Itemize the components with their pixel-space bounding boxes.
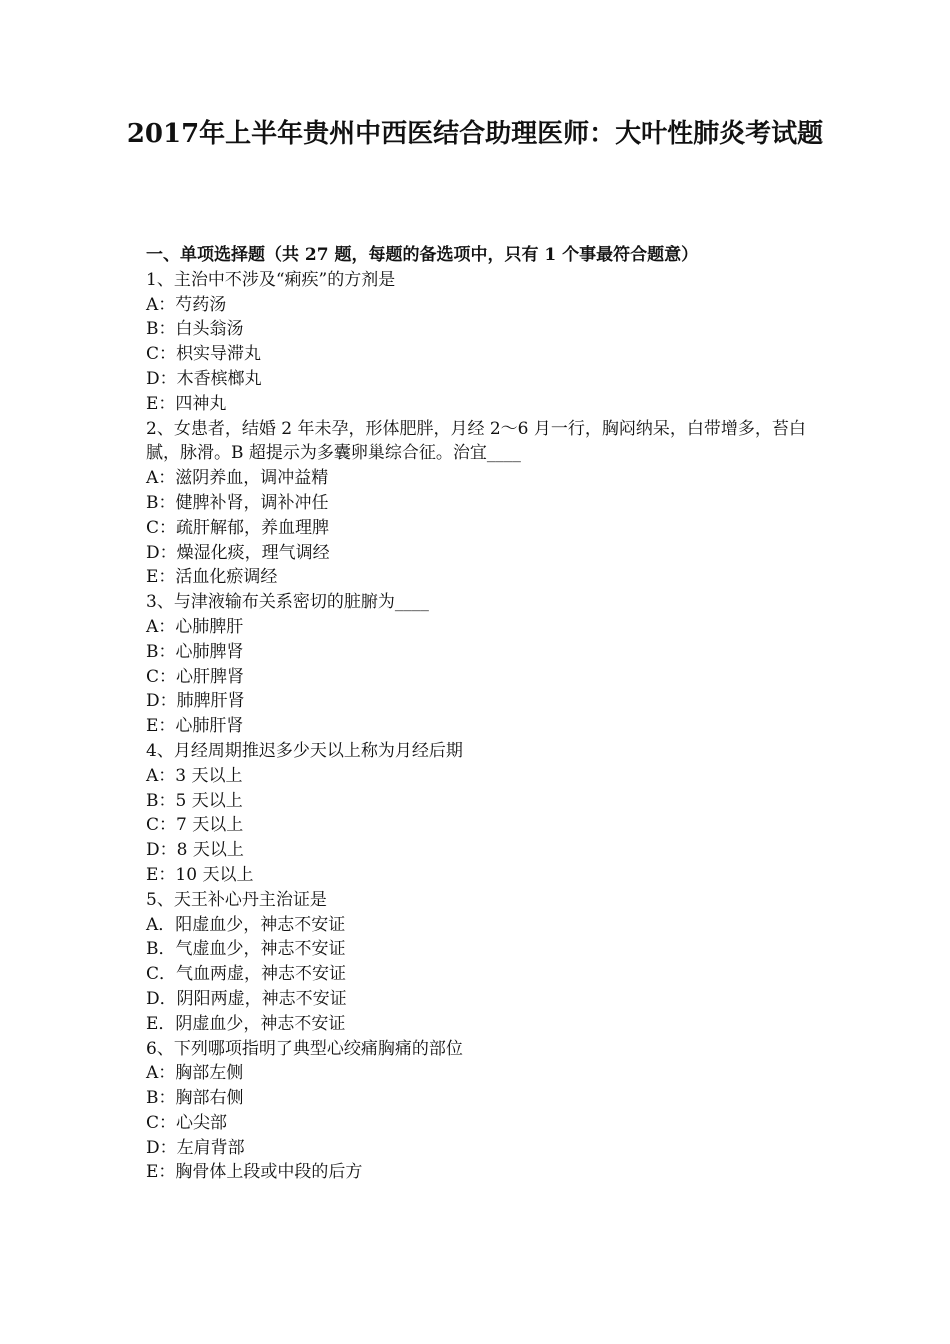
option-e: E：活血化瘀调经 bbox=[146, 567, 278, 588]
option-b: B：胸部右侧 bbox=[146, 1088, 244, 1109]
question-4 bbox=[146, 739, 826, 888]
option-b: B．气虚血少，神志不安证 bbox=[146, 939, 346, 960]
option-c: C：枳实导滞丸 bbox=[146, 344, 262, 365]
option-d: D：8 天以上 bbox=[146, 840, 244, 861]
question-2 bbox=[146, 417, 826, 591]
option-c: C：7 天以上 bbox=[146, 815, 244, 836]
option-e: E．阴虚血少，神志不安证 bbox=[146, 1013, 346, 1034]
question-stem: 4、月经周期推迟多少天以上称为月经后期 bbox=[146, 740, 463, 761]
option-a: A：心肺脾肝 bbox=[146, 616, 244, 637]
question-stem: 3、与津液输布关系密切的脏腑为____ bbox=[146, 592, 429, 613]
option-c: C．气血两虚，神志不安证 bbox=[146, 964, 347, 985]
option-e: E：胸骨体上段或中段的后方 bbox=[146, 1162, 363, 1183]
option-a: A：芍药汤 bbox=[146, 294, 227, 315]
document-title: 2017年上半年贵州中西医结合助理医师：大叶性肺炎考试题 bbox=[126, 119, 824, 149]
option-e: E：心肺肝肾 bbox=[146, 716, 244, 737]
question-stem: 6、下列哪项指明了典型心绞痛胸痛的部位 bbox=[146, 1038, 463, 1059]
option-a: A：3 天以上 bbox=[146, 765, 243, 786]
option-d: D：左肩背部 bbox=[146, 1137, 245, 1158]
option-a: A．阳虚血少，神志不安证 bbox=[146, 914, 346, 935]
option-b: B：心肺脾肾 bbox=[146, 641, 244, 662]
question-stem: 5、天王补心丹主治证是 bbox=[146, 889, 327, 910]
option-b: B：白头翁汤 bbox=[146, 319, 244, 340]
option-d: D：木香槟榔丸 bbox=[146, 368, 262, 389]
option-a: A：胸部左侧 bbox=[146, 1063, 244, 1084]
option-e: E：四神丸 bbox=[146, 393, 227, 414]
option-c: C：疏肝解郁，养血理脾 bbox=[146, 517, 330, 538]
question-stem: 1、主治中不涉及“痢疾”的方剂是 bbox=[146, 269, 396, 290]
option-c: C：心尖部 bbox=[146, 1112, 228, 1133]
option-d: D．阴阳两虚，神志不安证 bbox=[146, 988, 347, 1009]
question-5 bbox=[146, 888, 826, 1037]
question-3 bbox=[146, 590, 826, 739]
option-b: B：5 天以上 bbox=[146, 790, 243, 811]
section-heading: 一、单项选择题（共 27 题，每题的备选项中，只有 1 个事最符合题意） bbox=[146, 245, 699, 265]
question-6 bbox=[146, 1037, 826, 1186]
question-stem: 2、女患者，结婚 2 年未孕，形体肥胖，月经 2～6 月一行，胸闷纳呆，白带增多，苔白腻，脉滑。B 超提示为多囊卵巢综合征。治宜____ bbox=[146, 418, 806, 464]
option-a: A：滋阴养血，调冲益精 bbox=[146, 468, 329, 489]
option-e: E：10 天以上 bbox=[146, 864, 254, 885]
option-d: D：燥湿化痰，理气调经 bbox=[146, 542, 330, 563]
document-body bbox=[146, 243, 826, 1185]
option-b: B：健脾补肾，调补冲任 bbox=[146, 492, 329, 513]
option-d: D：肺脾肝肾 bbox=[146, 691, 245, 712]
option-c: C：心肝脾肾 bbox=[146, 666, 245, 687]
question-1 bbox=[146, 268, 826, 417]
